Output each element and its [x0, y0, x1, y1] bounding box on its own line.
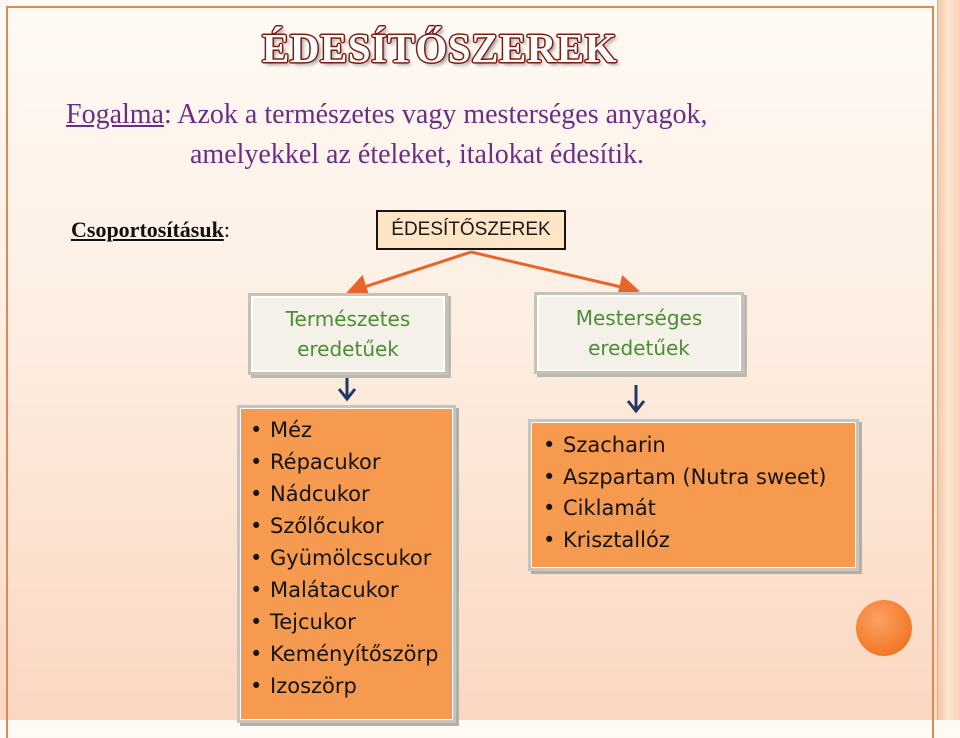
list-item: • Szőlőcukor	[244, 510, 453, 542]
definition-text-line2: amelyekkel az ételeket, italokat édesítik.	[190, 139, 645, 170]
list-item: • Tejcukor	[244, 606, 453, 638]
list-item: • Szacharin	[537, 430, 856, 462]
natural-sweeteners-list	[237, 405, 456, 723]
artificial-sweeteners-list	[528, 419, 859, 571]
definition-text-line1: Azok a természetes vagy mesterséges anyagok,	[171, 99, 708, 130]
connector-root-to-artificial	[471, 252, 634, 290]
list-item: • Ciklamát	[537, 493, 856, 525]
list-item: • Gyümölcscukor	[244, 542, 453, 574]
category-natural	[248, 293, 448, 375]
grouping-separator: :	[223, 217, 230, 242]
list-item: • Izoszörp	[244, 670, 453, 702]
category-artificial	[534, 292, 744, 374]
connector-root-to-natural	[352, 252, 471, 291]
list-item: • Malátacukor	[244, 574, 453, 606]
grouping-term: Csoportosításuk	[71, 217, 224, 242]
category-natural-label-line1: Természetes	[285, 307, 411, 331]
diagram-root-node: ÉDESÍTŐSZEREK	[376, 210, 566, 250]
list-item: • Keményítőszörp	[244, 638, 453, 670]
arrow-down-icon	[628, 385, 644, 411]
arrow-down-icon	[339, 377, 355, 399]
list-item: • Nádcukor	[244, 478, 453, 510]
list-item: • Krisztallóz	[537, 525, 856, 557]
category-artificial-label-line2: eredetűek	[588, 336, 690, 360]
list-item: • Aszpartam (Nutra sweet)	[537, 462, 856, 494]
list-item: • Répacukor	[244, 446, 453, 478]
category-artificial-label-line1: Mesterséges	[575, 306, 703, 330]
definition-term: Fogalma	[66, 99, 164, 130]
definition-separator: :	[164, 99, 172, 130]
slide-title: ÉDESÍTŐSZEREK	[262, 25, 618, 71]
category-natural-label-line2: eredetűek	[297, 337, 399, 361]
decorative-circle	[856, 600, 912, 656]
list-item: • Méz	[244, 414, 453, 446]
